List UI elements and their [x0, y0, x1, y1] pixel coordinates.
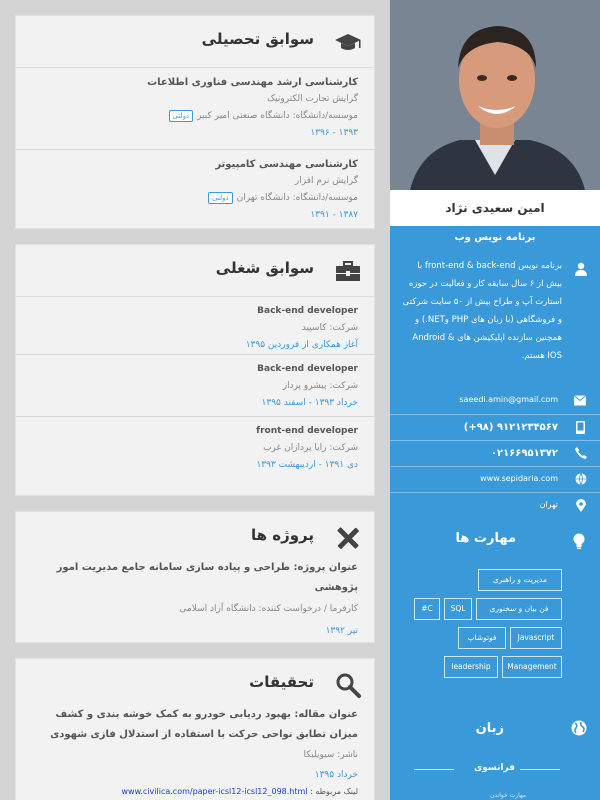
- education-card: [15, 15, 375, 229]
- skill-tag: Javascript: [510, 627, 562, 649]
- city-text: تهران: [539, 500, 558, 509]
- school-text: موسسه/دانشگاه: دانشگاه صنعتی امیر کبیردولتی: [32, 108, 358, 125]
- position-title: front-end developer: [256, 426, 358, 436]
- profile-role: برنامه نویس وب: [454, 232, 536, 243]
- mobile-icon: [576, 421, 585, 434]
- research-title: تحقیقات: [249, 673, 314, 691]
- education-entry: [16, 150, 374, 228]
- link-row: [32, 785, 358, 799]
- company-text: شرکت: پیشرو پرداز: [282, 381, 358, 391]
- degree-title: کارشناسی مهندسی کامپیوتر: [215, 159, 358, 170]
- field-text: گرایش نرم افزار: [294, 176, 358, 186]
- skill-tag: فن بیان و سخنوری: [476, 598, 562, 620]
- projects-card: [15, 511, 375, 643]
- portrait-image: [390, 0, 600, 190]
- project-entry: [16, 558, 374, 648]
- contact-city: [390, 492, 600, 518]
- research-entry: [16, 705, 374, 800]
- projects-title: پروژه ها: [250, 526, 314, 544]
- date-text: ۱۳۸۷ - ۱۳۹۱: [310, 210, 358, 220]
- globe-icon: [575, 473, 587, 485]
- email-text[interactable]: saeedi.amin@gmail.com: [459, 395, 558, 404]
- education-entry: [16, 68, 374, 150]
- school-text: موسسه/دانشگاه: دانشگاه تهراندولتی: [32, 190, 358, 207]
- client-text: کارفرما / درخواست کننده: دانشگاه آزاد اسلامی: [179, 604, 358, 614]
- skill-tag: فوتوشاپ: [458, 627, 506, 649]
- globe-icon: [571, 720, 587, 736]
- divider: [520, 769, 560, 770]
- profile-bio: برنامه نویس front-end & back-end با بیش از ۶ سال سابقه کار و فعالیت در حوزه استارت آپ و طراح بیش از ۵۰ سایت شرکتی و فروشگاهی (با زبان های PHP وNET.) و همچنین سازنده اپلیکیشن های Android & IOS هستم.: [402, 261, 562, 361]
- date-text: ۱۳۹۳ - ۱۳۹۶: [310, 128, 358, 138]
- contact-mobile: [390, 414, 600, 440]
- phone-text[interactable]: ۰۲۱۶۶۹۵۱۳۷۲: [490, 448, 558, 459]
- project-name: عنوان پروژه: طراحی و پیاده سازی سامانه جامع مدیریت امور پژوهشی: [56, 562, 358, 593]
- graduation-cap-icon: [334, 28, 362, 56]
- skill-tag: C#: [414, 598, 440, 620]
- degree-title: کارشناسی ارشد مهندسی فناوری اطلاعات: [147, 77, 358, 88]
- status-badge: دولتی: [169, 110, 194, 122]
- user-icon: [574, 262, 588, 276]
- date-text: تیر ۱۳۹۲: [325, 626, 358, 636]
- work-entry: [16, 355, 374, 417]
- contact-email: [390, 388, 600, 414]
- skill-tag: SQL: [444, 598, 472, 620]
- paper-link[interactable]: www.civilica.com/paper-icsl12-icsl12_098.html: [121, 787, 308, 796]
- search-icon: [334, 671, 362, 699]
- field-text: گرایش تجارت الکترونیک: [267, 94, 358, 104]
- link-label: لینک مربوطه :: [310, 787, 358, 796]
- profile-photo: [390, 0, 600, 190]
- lightbulb-icon: [572, 533, 586, 549]
- date-text: خرداد ۱۳۹۵: [314, 770, 358, 780]
- skill-tag: leadership: [444, 656, 498, 678]
- status-badge: دولتی: [208, 192, 233, 204]
- company-text: شرکت: کاسپید: [301, 323, 358, 333]
- projects-header: [16, 512, 374, 558]
- date-text: دی ۱۳۹۱ - اردیبهشت ۱۳۹۳: [256, 460, 358, 470]
- position-title: Back-end developer: [257, 364, 358, 374]
- mobile-text[interactable]: (+۹۸) ۹۱۲۱۲۳۴۵۶۷: [463, 422, 558, 433]
- contact-website: [390, 466, 600, 492]
- research-header: [16, 659, 374, 705]
- profile-name: امین سعیدی نژاد: [390, 190, 600, 226]
- skills-title: مهارت ها: [455, 531, 516, 546]
- date-text: خرداد ۱۳۹۳ - اسفند ۱۳۹۵: [261, 398, 358, 408]
- language-title: زبان: [475, 721, 504, 736]
- work-entry: [16, 297, 374, 355]
- contact-phone: [390, 440, 600, 466]
- envelope-icon: [574, 395, 586, 406]
- education-title: سوابق تحصیلی: [201, 30, 314, 48]
- work-title: سوابق شغلی: [215, 259, 314, 277]
- website-text[interactable]: www.sepidaria.com: [480, 474, 558, 483]
- education-header: [16, 16, 374, 68]
- map-marker-icon: [576, 499, 586, 512]
- paper-title: عنوان مقاله: بهبود ردیابی خودرو به کمک خوشه بندی و کشف میزان تطابق نواحی حرکت با استفاده از استدلال فازی شهودی: [50, 709, 358, 740]
- position-title: Back-end developer: [257, 306, 358, 316]
- publisher-text: ناشر: سیویلیکا: [303, 750, 358, 760]
- language-item: فرانسوی: [474, 763, 516, 773]
- divider: [414, 769, 454, 770]
- phone-icon: [575, 447, 587, 459]
- work-entry: [16, 417, 374, 479]
- briefcase-icon: [334, 257, 362, 285]
- tools-icon: [334, 524, 362, 552]
- sidebar: [390, 0, 600, 800]
- date-text: آغاز همکاری از فروردین ۱۳۹۵: [245, 340, 358, 350]
- skill-tag: Management: [502, 656, 562, 678]
- language-level-label: مهارت خواندن: [490, 792, 526, 799]
- work-card: [15, 244, 375, 496]
- research-card: [15, 658, 375, 800]
- company-text: شرکت: رایا پردازان غرب: [263, 443, 358, 453]
- work-header: [16, 245, 374, 297]
- skill-tag: مدیریت و راهبری: [478, 569, 562, 591]
